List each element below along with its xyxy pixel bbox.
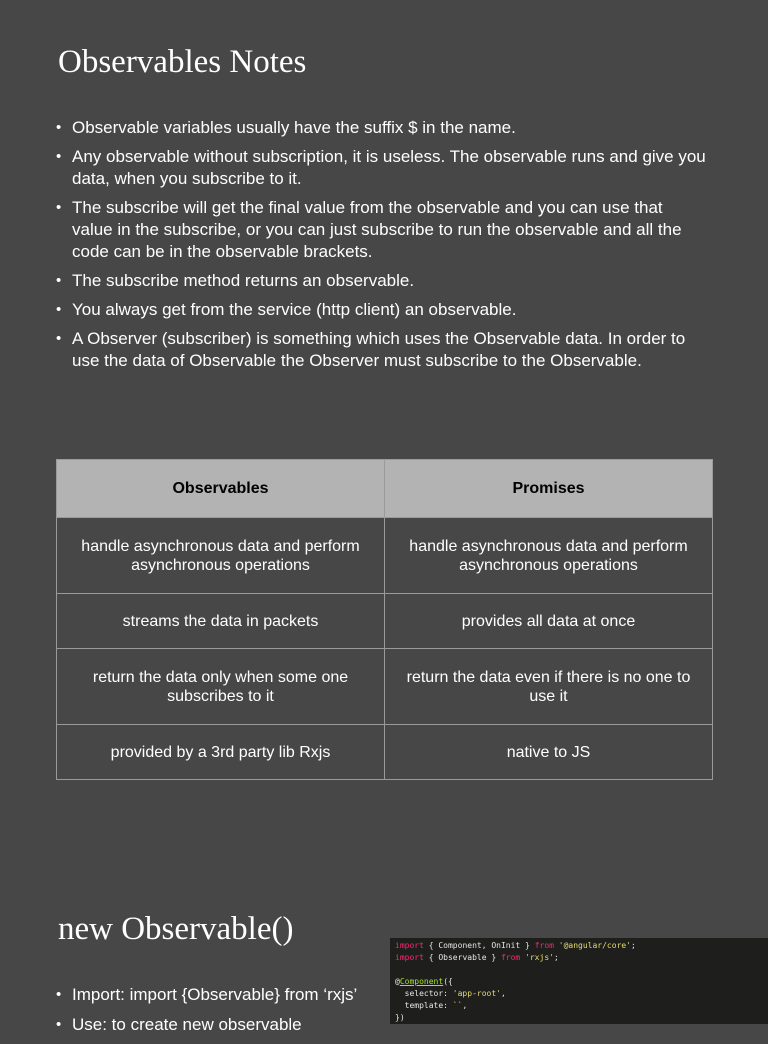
code-string: 'rxjs' bbox=[520, 953, 554, 962]
bullet-text: Import: import {Observable} from ‘rxjs’ bbox=[72, 985, 358, 1004]
code-line bbox=[395, 964, 768, 976]
code-text: ({ bbox=[443, 977, 453, 986]
list-item bbox=[56, 197, 706, 263]
code-keyword: import bbox=[395, 941, 424, 950]
table-cell: handle asynchronous data and perform asynchronous operations bbox=[57, 518, 385, 594]
code-text: @ bbox=[395, 977, 400, 986]
code-snippet bbox=[390, 938, 768, 1024]
code-keyword: import bbox=[395, 953, 424, 962]
column-header-observables: Observables bbox=[57, 460, 385, 518]
code-line bbox=[395, 940, 768, 952]
list-item bbox=[56, 328, 706, 372]
code-text: ; bbox=[631, 941, 636, 950]
table-cell: return the data only when some one subscribes to it bbox=[57, 649, 385, 725]
list-item bbox=[56, 146, 706, 190]
code-text: }) bbox=[395, 1013, 405, 1022]
table-row bbox=[57, 725, 713, 780]
code-string: '@angular/core' bbox=[553, 941, 632, 950]
bullet-icon: • bbox=[56, 986, 62, 1003]
comparison-table bbox=[56, 459, 713, 780]
code-keyword: from bbox=[534, 941, 554, 950]
bullet-text: You always get from the service (http client) an observable. bbox=[72, 300, 517, 319]
bullet-icon: • bbox=[56, 148, 62, 165]
bullet-icon: • bbox=[56, 119, 62, 136]
bullet-icon: • bbox=[56, 301, 62, 318]
code-line bbox=[395, 976, 768, 988]
code-string: 'app-root' bbox=[452, 989, 501, 998]
code-line bbox=[395, 952, 768, 964]
code-line bbox=[395, 1000, 768, 1012]
code-text: ; bbox=[553, 953, 559, 962]
bullet-icon: • bbox=[56, 272, 62, 289]
code-text: selector: bbox=[395, 989, 453, 998]
code-text: , bbox=[500, 989, 506, 998]
section-title: new Observable() bbox=[58, 911, 294, 947]
table-header-row bbox=[57, 460, 713, 518]
table-cell: streams the data in packets bbox=[57, 594, 385, 649]
code-keyword: from bbox=[500, 953, 521, 962]
code-text: template: bbox=[395, 1001, 453, 1010]
code-text: { Component, OnInit } bbox=[423, 941, 535, 950]
bullet-icon: • bbox=[56, 330, 62, 347]
bullet-text: A Observer (subscriber) is something which uses the Observable data. In order to use the data of Observable the Observer must subscribe to the Observable. bbox=[72, 329, 686, 370]
table-row bbox=[57, 518, 713, 594]
code-line bbox=[395, 1012, 768, 1024]
bullet-icon: • bbox=[56, 1016, 62, 1033]
bullet-text: Use: to create new observable bbox=[72, 1015, 302, 1034]
table-cell: provides all data at once bbox=[385, 594, 713, 649]
table-cell: return the data even if there is no one to use it bbox=[385, 649, 713, 725]
bullet-icon: • bbox=[56, 199, 62, 216]
list-item bbox=[56, 299, 706, 321]
table-cell: handle asynchronous data and perform asynchronous operations bbox=[385, 518, 713, 594]
bullet-text: Any observable without subscription, it is useless. The observable runs and give you data, when you subscribe to it. bbox=[72, 147, 706, 188]
bullet-text: The subscribe method returns an observable. bbox=[72, 271, 415, 290]
page-title: Observables Notes bbox=[58, 44, 307, 80]
table-cell: native to JS bbox=[385, 725, 713, 780]
list-item bbox=[56, 117, 706, 139]
column-header-promises: Promises bbox=[385, 460, 713, 518]
bullet-text: Observable variables usually have the suffix $ in the name. bbox=[72, 118, 516, 137]
table-row bbox=[57, 594, 713, 649]
code-decorator: Component bbox=[399, 977, 444, 986]
table-row bbox=[57, 649, 713, 725]
code-line bbox=[395, 988, 768, 1000]
list-item bbox=[56, 270, 706, 292]
table-cell: provided by a 3rd party lib Rxjs bbox=[57, 725, 385, 780]
code-string: `` bbox=[452, 1001, 463, 1010]
bullet-text: The subscribe will get the final value from the observable and you can use that value in the subscribe, or you can just subscribe to run the observable and all the code can be in the observable brackets. bbox=[72, 198, 682, 261]
code-text: , bbox=[462, 1001, 468, 1010]
notes-bullet-list bbox=[56, 117, 706, 379]
code-text: { Observable } bbox=[423, 953, 501, 962]
